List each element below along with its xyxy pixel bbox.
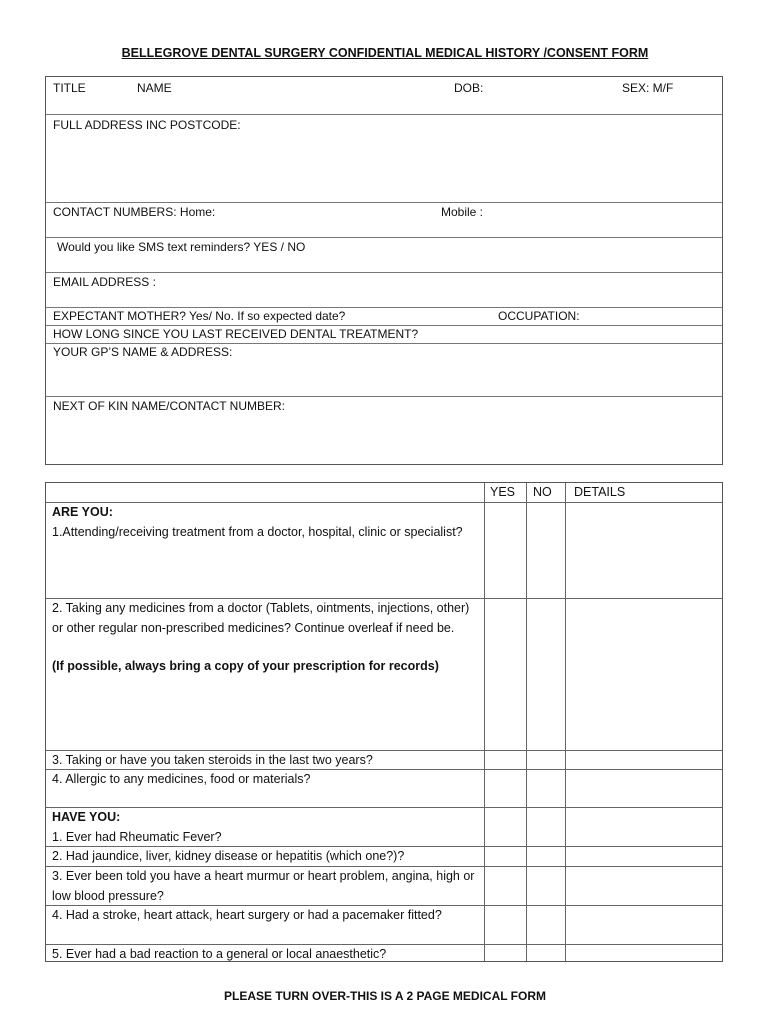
sms-row[interactable] [46, 238, 722, 273]
have-you-3: 3. Ever been told you have a heart murmur or heart problem, angina, high or low blood pressure? [52, 869, 475, 903]
question-1-cell [46, 503, 484, 542]
gp-label: YOUR GP’S NAME & ADDRESS: [53, 345, 233, 359]
have-you-4: 4. Had a stroke, heart attack, heart surgery or had a pacemaker fitted? [52, 908, 442, 922]
dob-label: DOB: [454, 81, 484, 95]
mobile-label: Mobile : [441, 205, 484, 219]
email-row[interactable] [46, 273, 722, 308]
yes-column-header: YES [490, 485, 516, 499]
question-2: 2. Taking any medicines from a doctor (Tablets, ointments, injections, other) or other regular non-prescribed medicines? Continue overleaf if need be. [52, 601, 470, 635]
expectant-label: EXPECTANT MOTHER? Yes/ No. If so expected date? [53, 309, 346, 323]
sms-label: Would you like SMS text reminders? YES / NO [57, 240, 306, 254]
have-you-cell [46, 808, 484, 847]
expectant-row[interactable] [46, 308, 722, 326]
question-4: 4. Allergic to any medicines, food or materials? [52, 772, 311, 786]
last-treatment-label: HOW LONG SINCE YOU LAST RECEIVED DENTAL TREATMENT? [53, 327, 419, 341]
have-you-5: 5. Ever had a bad reaction to a general or local anaesthetic? [52, 947, 387, 961]
kin-row[interactable] [46, 397, 722, 464]
are-you-heading: ARE YOU: [52, 505, 113, 519]
medical-questions-table [45, 482, 723, 962]
personal-details-section [45, 76, 723, 465]
sex-label: SEX: M/F [622, 81, 674, 95]
address-row[interactable] [46, 115, 722, 203]
yes-column-divider [484, 483, 485, 961]
details-column-header: DETAILS [574, 485, 626, 499]
prescription-note: (If possible, always bring a copy of your prescription for records) [52, 659, 439, 673]
gp-row[interactable] [46, 344, 722, 397]
address-label: FULL ADDRESS INC POSTCODE: [53, 118, 241, 132]
details-column-divider [565, 483, 566, 961]
question-1: 1.Attending/receiving treatment from a doctor, hospital, clinic or specialist? [52, 524, 463, 539]
form-title: BELLEGROVE DENTAL SURGERY CONFIDENTIAL MEDICAL HISTORY /CONSENT FORM [121, 46, 649, 60]
last-treatment-row[interactable] [46, 326, 722, 344]
name-label: NAME [137, 81, 172, 95]
name-row[interactable] [46, 77, 722, 115]
have-you-1: 1. Ever had Rheumatic Fever? [52, 829, 222, 844]
title-label: TITLE [53, 81, 86, 95]
no-column-header: NO [533, 485, 552, 499]
no-column-divider [526, 483, 527, 961]
question-3: 3. Taking or have you taken steroids in the last two years? [52, 753, 373, 767]
have-you-2: 2. Had jaundice, liver, kidney disease or hepatitis (which one?)? [52, 849, 405, 863]
kin-label: NEXT OF KIN NAME/CONTACT NUMBER: [53, 399, 286, 413]
email-label: EMAIL ADDRESS : [53, 275, 156, 289]
footer-note: PLEASE TURN OVER-THIS IS A 2 PAGE MEDICAL FORM [223, 989, 547, 1003]
question-2-cell [46, 599, 484, 677]
have-you-heading: HAVE YOU: [52, 810, 121, 824]
occupation-label: OCCUPATION: [498, 309, 580, 323]
contact-row[interactable] [46, 203, 722, 238]
contact-home-label: CONTACT NUMBERS: Home: [53, 205, 216, 219]
